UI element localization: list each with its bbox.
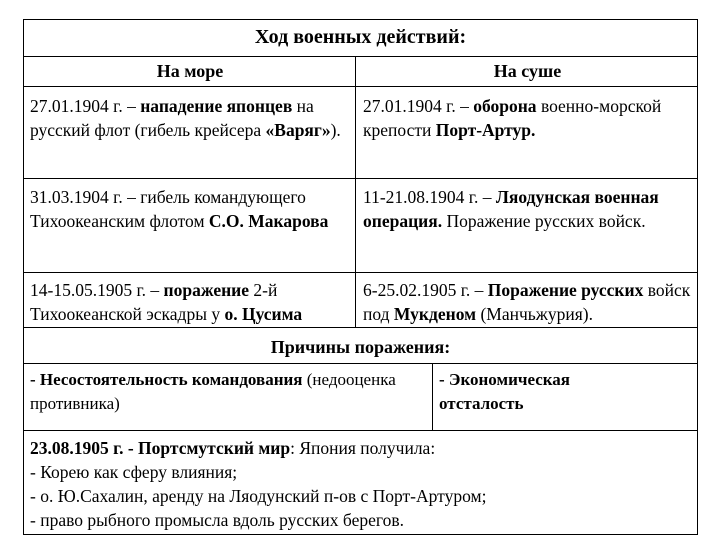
peace-heading: 23.08.1905 г. - Портсмутский мир: Япония получила:	[30, 438, 436, 458]
column-divider	[432, 363, 433, 430]
row-3-land: 6-25.02.1905 г. – Поражение русских войск под Мукденом (Манчьжурия).	[363, 280, 691, 324]
column-divider	[355, 56, 356, 327]
divider	[24, 327, 697, 328]
peace-item: - право рыбного промысла вдоль русских берегов.	[30, 510, 404, 530]
cause-command: - Несостоятельность командования (недооценка противника)	[30, 370, 396, 413]
peace-item: - о. Ю.Сахалин, аренду на Ляодунский п-ов с Порт-Артуром;	[30, 486, 487, 506]
column-header-land: На суше	[493, 61, 562, 81]
row-1-sea: 27.01.1904 г. – нападение японцев на русский флот (гибель крейсера «Варяг»).	[30, 96, 341, 140]
divider	[24, 56, 697, 57]
row-1-land: 27.01.1904 г. – оборона военно-морской крепости Порт-Артур.	[363, 96, 662, 140]
row-2-land: 11-21.08.1904 г. – Ляодунская военная операция. Поражение русских войск.	[363, 187, 659, 231]
row-2-sea: 31.03.1904 г. – гибель командующего Тихоокеанским флотом С.О. Макарова	[30, 187, 329, 231]
table-title: Ход военных действий:	[254, 26, 467, 48]
table-frame	[23, 19, 698, 535]
causes-title: Причины поражения:	[270, 337, 451, 357]
divider	[24, 86, 697, 87]
peace-item: - Корею как сферу влияния;	[30, 462, 238, 482]
divider	[24, 272, 697, 273]
divider	[24, 178, 697, 179]
row-3-sea: 14-15.05.1905 г. – поражение 2-й Тихоокеанской эскадры у о. Цусима	[30, 280, 303, 324]
divider	[24, 430, 697, 431]
divider	[24, 363, 697, 364]
cause-economy: - Экономическая отсталость	[439, 370, 570, 413]
column-header-sea: На море	[156, 61, 224, 81]
